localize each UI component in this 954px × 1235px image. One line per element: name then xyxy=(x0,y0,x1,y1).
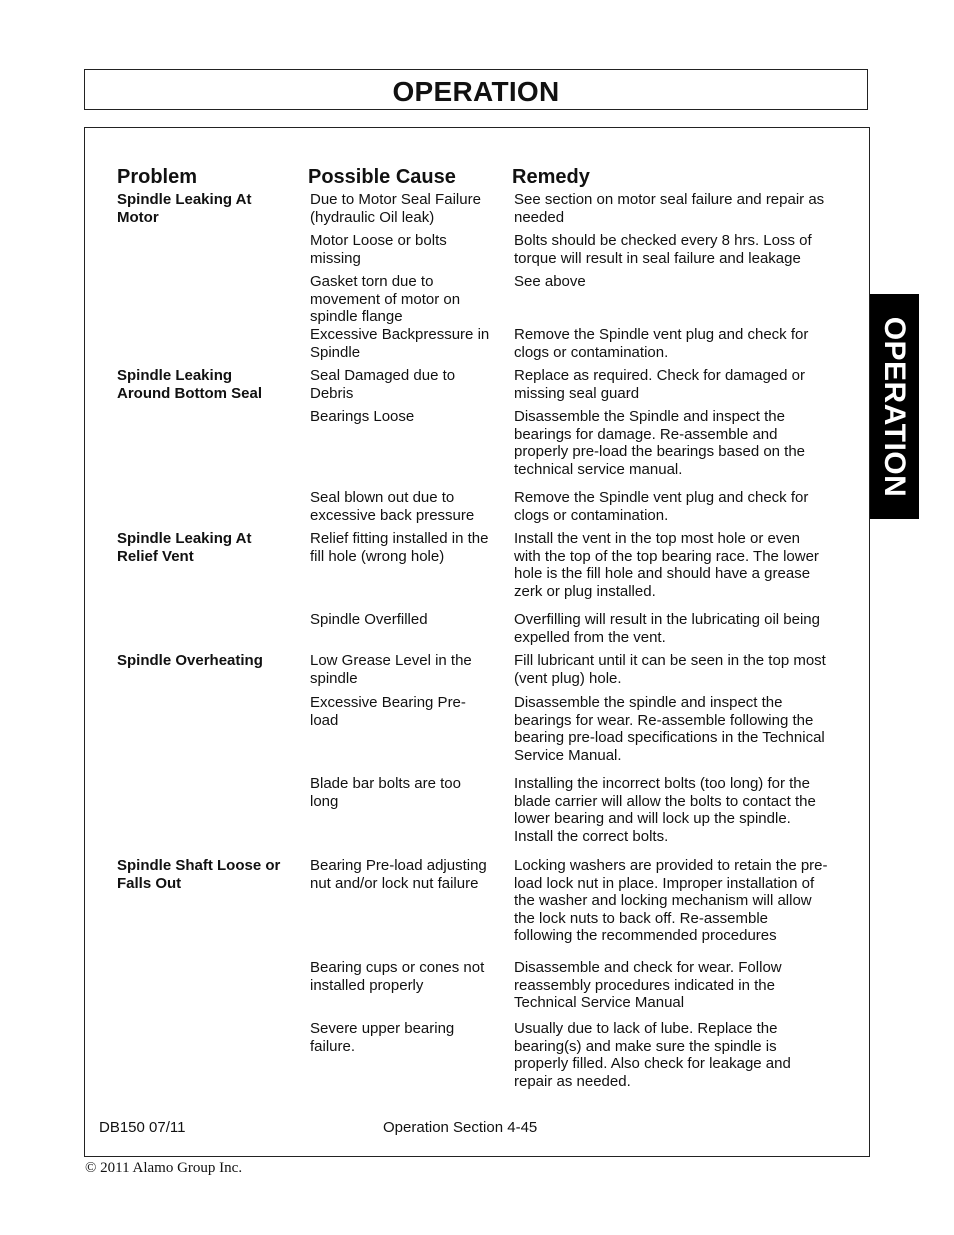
cause-line: Bearing cups or cones not xyxy=(310,959,485,976)
problem-cell xyxy=(117,367,262,402)
problem-line: Spindle Overheating xyxy=(117,652,263,669)
remedy-cell xyxy=(514,652,826,687)
cause-cell xyxy=(310,959,484,994)
remedy-column-header: Remedy xyxy=(512,166,590,188)
copyright-notice: © 2011 Alamo Group Inc. xyxy=(85,1160,243,1176)
remedy-cell xyxy=(514,611,820,646)
cause-line: installed properly xyxy=(310,976,424,994)
cause-line: Relief fitting installed in the xyxy=(310,530,489,547)
remedy-line: Technical Service Manual xyxy=(514,994,685,1012)
cause-cell xyxy=(310,408,414,426)
problem-line: Spindle Shaft Loose or xyxy=(117,857,281,874)
remedy-cell xyxy=(514,273,586,291)
remedy-line: Remove the Spindle vent plug and check for xyxy=(514,489,809,506)
remedy-cell xyxy=(514,367,805,402)
cause-cell xyxy=(310,652,472,687)
cause-cell xyxy=(310,489,474,524)
remedy-cell xyxy=(514,191,824,226)
remedy-cell xyxy=(514,959,782,1012)
remedy-cell xyxy=(514,775,816,845)
cause-line: spindle flange xyxy=(310,308,403,326)
remedy-cell xyxy=(514,857,828,945)
remedy-line: Install the correct bolts. xyxy=(514,827,669,845)
problem-cell xyxy=(117,652,263,670)
cause-line: Blade bar bolts are too xyxy=(310,775,461,792)
remedy-line: the lock nuts to back off. Re-assemble xyxy=(514,909,769,927)
cause-line: excessive back pressure xyxy=(310,506,475,524)
remedy-line: blade carrier will allow the bolts to contact the xyxy=(514,792,816,810)
remedy-line: the washer and locking mechanism will allow xyxy=(514,892,812,910)
remedy-line: bearings for wear. Re-assemble following the xyxy=(514,711,814,729)
remedy-line: Install the vent in the top most hole or even xyxy=(514,530,801,547)
remedy-line: Replace as required. Check for damaged or xyxy=(514,367,805,384)
cause-cell xyxy=(310,326,489,361)
remedy-line: Overfilling will result in the lubricating oil being xyxy=(514,611,820,628)
remedy-line: lower bearing and will lock up the spindle. xyxy=(514,810,791,828)
remedy-line: Service Manual. xyxy=(514,746,622,764)
section-side-tab xyxy=(869,294,919,519)
remedy-line: Disassemble the Spindle and inspect the xyxy=(514,408,785,425)
footer-model-date: DB150 07/11 xyxy=(99,1119,186,1136)
cause-line: spindle xyxy=(310,669,358,687)
cause-line: fill hole (wrong hole) xyxy=(310,547,445,565)
remedy-line: Bolts should be checked every 8 hrs. Loss of xyxy=(514,232,812,249)
cause-cell xyxy=(310,775,461,810)
problem-cell xyxy=(117,530,251,565)
remedy-line: Remove the Spindle vent plug and check for xyxy=(514,326,809,343)
problem-column-header: Problem xyxy=(117,166,198,188)
remedy-line: repair as needed. xyxy=(514,1072,631,1090)
remedy-line: Installing the incorrect bolts (too long) for the xyxy=(514,775,810,792)
cause-line: failure. xyxy=(310,1037,356,1055)
side-tab-label: OPERATION xyxy=(878,316,911,497)
cause-cell xyxy=(310,367,455,402)
remedy-cell xyxy=(514,1020,791,1090)
cause-line: movement of motor on xyxy=(310,290,461,308)
cause-line: Seal Damaged due to xyxy=(310,367,456,384)
remedy-line: hole is the fill hole and should have a grease xyxy=(514,565,811,583)
cause-line: nut and/or lock nut failure xyxy=(310,874,479,892)
remedy-line: Disassemble the spindle and inspect the xyxy=(514,694,783,711)
problem-cell xyxy=(117,857,280,892)
remedy-line: bearing pre-load specifications in the Technical xyxy=(514,729,825,747)
problem-line: Motor xyxy=(117,208,159,226)
remedy-line: Usually due to lack of lube. Replace the xyxy=(514,1020,778,1037)
remedy-cell xyxy=(514,489,808,524)
cause-line: Seal blown out due to xyxy=(310,489,455,506)
cause-column-header: Possible Cause xyxy=(308,166,456,188)
remedy-line: torque will result in seal failure and leakage xyxy=(514,249,801,267)
remedy-line: load lock nut in place. Improper installation of xyxy=(514,874,815,892)
remedy-line: bearings for damage. Re-assemble and xyxy=(514,425,778,443)
remedy-line: bearing(s) and make sure the spindle is xyxy=(514,1037,777,1055)
cause-cell xyxy=(310,191,481,226)
remedy-line: (vent plug) hole. xyxy=(514,669,622,687)
problem-line: Spindle Leaking xyxy=(117,367,233,384)
remedy-line: following the recommended procedures xyxy=(514,927,777,945)
cause-line: Spindle Overfilled xyxy=(310,611,428,628)
cause-cell xyxy=(310,611,428,629)
remedy-line: Locking washers are provided to retain the pre- xyxy=(514,857,828,874)
remedy-line: with the top of the top bearing race. The lower xyxy=(514,547,819,565)
cause-line: Motor Loose or bolts xyxy=(310,232,447,249)
footer-page-number: Operation Section 4-45 xyxy=(383,1119,538,1136)
cause-line: missing xyxy=(310,249,361,267)
remedy-line: See section on motor seal failure and repair as xyxy=(514,191,825,208)
remedy-line: zerk or plug installed. xyxy=(514,582,656,600)
remedy-line: clogs or contamination. xyxy=(514,506,669,524)
problem-line: Relief Vent xyxy=(117,547,194,565)
cause-line: Gasket torn due to xyxy=(310,273,434,290)
remedy-cell xyxy=(514,408,805,478)
cause-line: Excessive Bearing Pre- xyxy=(310,694,466,711)
remedy-line: needed xyxy=(514,208,565,226)
page-header xyxy=(84,69,868,110)
remedy-line: properly filled. Also check for leakage and xyxy=(514,1055,791,1073)
remedy-line: See above xyxy=(514,273,586,290)
remedy-cell xyxy=(514,530,819,600)
remedy-line: clogs or contamination. xyxy=(514,343,669,361)
remedy-cell xyxy=(514,326,808,361)
problem-line: Falls Out xyxy=(117,874,182,892)
cause-line: Spindle xyxy=(310,343,361,361)
remedy-line: missing seal guard xyxy=(514,384,640,402)
problem-line: Around Bottom Seal xyxy=(117,384,262,402)
remedy-cell xyxy=(514,694,825,764)
remedy-line: reassembly procedures indicated in the xyxy=(514,976,775,994)
cause-line: (hydraulic Oil leak) xyxy=(310,208,435,226)
cause-line: Bearing Pre-load adjusting xyxy=(310,857,487,874)
cause-line: Excessive Backpressure in xyxy=(310,326,490,343)
remedy-line: expelled from the vent. xyxy=(514,628,666,646)
cause-cell xyxy=(310,857,487,892)
remedy-line: Disassemble and check for wear. Follow xyxy=(514,959,782,976)
cause-line: Debris xyxy=(310,384,354,402)
cause-cell xyxy=(310,694,466,729)
cause-line: load xyxy=(310,711,339,729)
page-title: OPERATION xyxy=(392,76,560,107)
cause-line: Low Grease Level in the xyxy=(310,652,472,669)
cause-cell xyxy=(310,1020,454,1055)
cause-cell xyxy=(310,232,447,267)
remedy-line: technical service manual. xyxy=(514,460,683,478)
problem-line: Spindle Leaking At xyxy=(117,191,252,208)
remedy-line: Fill lubricant until it can be seen in the top most xyxy=(514,652,826,669)
cause-line: Severe upper bearing xyxy=(310,1020,455,1037)
cause-line: long xyxy=(310,792,339,810)
cause-cell xyxy=(310,530,488,565)
cause-cell xyxy=(310,273,460,326)
remedy-cell xyxy=(514,232,812,267)
cause-line: Bearings Loose xyxy=(310,408,415,425)
remedy-line: properly pre-load the bearings based on the xyxy=(514,443,806,461)
problem-line: Spindle Leaking At xyxy=(117,530,252,547)
problem-cell xyxy=(117,191,251,226)
cause-line: Due to Motor Seal Failure xyxy=(310,191,481,208)
